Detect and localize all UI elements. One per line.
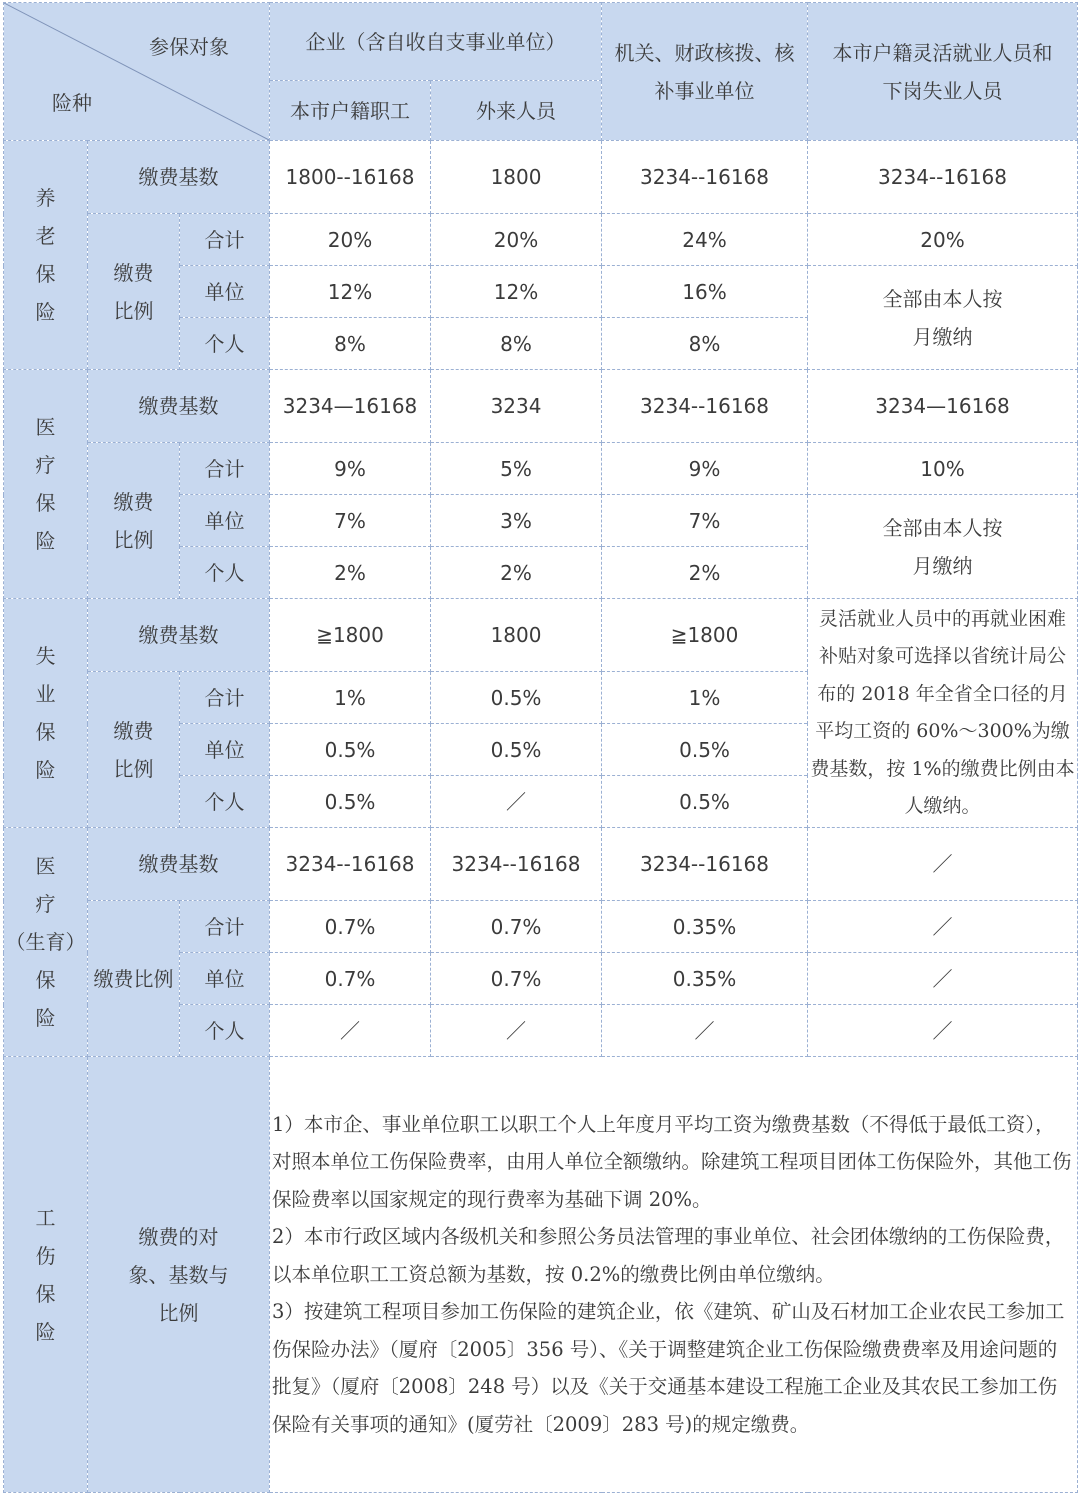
pension-personal-label: 个人 xyxy=(180,318,270,370)
maternity-total-flex: ／ xyxy=(808,901,1078,953)
medical-unit-migrant: 3% xyxy=(431,495,602,547)
pension-unit-label: 单位 xyxy=(180,266,270,318)
maternity-base-label: 缴费基数 xyxy=(88,828,270,901)
medical-personal-local: 2% xyxy=(270,547,431,599)
header-enterprise: 企业（含自收自支事业单位） xyxy=(270,3,602,81)
maternity-personal-label: 个人 xyxy=(180,1005,270,1057)
maternity-name: 医疗 （生育） 保险 xyxy=(4,828,88,1057)
maternity-personal-local: ／ xyxy=(270,1005,431,1057)
medical-base-label: 缴费基数 xyxy=(88,370,270,443)
maternity-base-migrant: 3234--16168 xyxy=(431,828,602,901)
unemployment-personal-govt: 0.5% xyxy=(602,776,808,828)
medical-unit-govt: 7% xyxy=(602,495,808,547)
maternity-personal-flex: ／ xyxy=(808,1005,1078,1057)
pension-flex-note: 全部由本人按月缴纳 xyxy=(808,266,1078,370)
unemployment-unit-label: 单位 xyxy=(180,724,270,776)
maternity-personal-govt: ／ xyxy=(602,1005,808,1057)
injury-rule-3: 3）按建筑工程项目参加工伤保险的建筑企业，依《建筑、矿山及石材加工企业农民工参加工伤保险办法》（厦府〔2005〕356 号）、《关于调整建筑企业工伤保险缴费费率及用途问题的批复》（厦府〔2008〕248 号）以及《关于交通基本建设工程施工企业及其农民工参加工伤保险有关事项的通知》(厦劳社〔2009〕283 号)的规定缴费。 xyxy=(272,1300,1065,1436)
unemployment-base-label: 缴费基数 xyxy=(88,599,270,672)
unemployment-base-migrant: 1800 xyxy=(431,599,602,672)
unemployment-unit-migrant: 0.5% xyxy=(431,724,602,776)
unemployment-total-migrant: 0.5% xyxy=(431,672,602,724)
unemployment-unit-govt: 0.5% xyxy=(602,724,808,776)
unemployment-base-local: ≧1800 xyxy=(270,599,431,672)
medical-unit-local: 7% xyxy=(270,495,431,547)
medical-personal-label: 个人 xyxy=(180,547,270,599)
pension-base-govt: 3234--16168 xyxy=(602,141,808,214)
maternity-unit-migrant: 0.7% xyxy=(431,953,602,1005)
medical-total-flex: 10% xyxy=(808,443,1078,495)
medical-total-local: 9% xyxy=(270,443,431,495)
medical-base-flex: 3234—16168 xyxy=(808,370,1078,443)
unemployment-unit-local: 0.5% xyxy=(270,724,431,776)
pension-total-flex: 20% xyxy=(808,214,1078,266)
pension-base-migrant: 1800 xyxy=(431,141,602,214)
header-migrant: 外来人员 xyxy=(431,81,602,141)
injury-label: 缴费的对象、基数与比例 xyxy=(88,1057,270,1493)
unemployment-ratio-label: 缴费比例 xyxy=(88,672,180,828)
maternity-ratio-label: 缴费比例 xyxy=(88,901,180,1057)
medical-name: 医疗保险 xyxy=(4,370,88,599)
medical-total-govt: 9% xyxy=(602,443,808,495)
pension-total-govt: 24% xyxy=(602,214,808,266)
medical-personal-govt: 2% xyxy=(602,547,808,599)
maternity-personal-migrant: ／ xyxy=(431,1005,602,1057)
pension-name: 养老保险 xyxy=(4,141,88,370)
social-insurance-table xyxy=(3,2,1078,1493)
corner-bottom-label: 险种 xyxy=(52,91,92,115)
maternity-base-local: 3234--16168 xyxy=(270,828,431,901)
pension-personal-govt: 8% xyxy=(602,318,808,370)
medical-base-local: 3234—16168 xyxy=(270,370,431,443)
pension-ratio-label: 缴费比例 xyxy=(88,214,180,370)
unemployment-personal-local: 0.5% xyxy=(270,776,431,828)
unemployment-personal-label: 个人 xyxy=(180,776,270,828)
unemployment-total-local: 1% xyxy=(270,672,431,724)
injury-name: 工伤保险 xyxy=(4,1057,88,1493)
maternity-total-label: 合计 xyxy=(180,901,270,953)
maternity-base-flex: ／ xyxy=(808,828,1078,901)
pension-total-local: 20% xyxy=(270,214,431,266)
medical-total-migrant: 5% xyxy=(431,443,602,495)
header-govt: 机关、财政核拨、核补事业单位 xyxy=(602,3,808,141)
pension-total-label: 合计 xyxy=(180,214,270,266)
pension-unit-govt: 16% xyxy=(602,266,808,318)
corner-top-label: 参保对象 xyxy=(149,35,230,59)
unemployment-base-govt: ≧1800 xyxy=(602,599,808,672)
unemployment-total-label: 合计 xyxy=(180,672,270,724)
header-flexible: 本市户籍灵活就业人员和下岗失业人员 xyxy=(808,3,1078,141)
injury-rule-1: 1）本市企、事业单位职工以职工个人上年度月平均工资为缴费基数（不得低于最低工资），对照本单位工伤保险费率，由用人单位全额缴纳。除建筑工程项目团体工伤保险外，其他工伤保险费率以国家规定的现行费率为基础下调 20%。 xyxy=(272,1112,1072,1211)
header-local-staff: 本市户籍职工 xyxy=(270,81,431,141)
pension-base-flex: 3234--16168 xyxy=(808,141,1078,214)
maternity-unit-local: 0.7% xyxy=(270,953,431,1005)
maternity-base-govt: 3234--16168 xyxy=(602,828,808,901)
medical-flex-note: 全部由本人按月缴纳 xyxy=(808,495,1078,599)
maternity-total-govt: 0.35% xyxy=(602,901,808,953)
unemployment-name: 失业保险 xyxy=(4,599,88,828)
maternity-total-migrant: 0.7% xyxy=(431,901,602,953)
medical-base-migrant: 3234 xyxy=(431,370,602,443)
pension-personal-migrant: 8% xyxy=(431,318,602,370)
pension-personal-local: 8% xyxy=(270,318,431,370)
pension-unit-local: 12% xyxy=(270,266,431,318)
medical-total-label: 合计 xyxy=(180,443,270,495)
pension-unit-migrant: 12% xyxy=(431,266,602,318)
pension-total-migrant: 20% xyxy=(431,214,602,266)
maternity-unit-flex: ／ xyxy=(808,953,1078,1005)
unemployment-personal-migrant: ／ xyxy=(431,776,602,828)
unemployment-flex-note: 灵活就业人员中的再就业困难补贴对象可选择以省统计局公布的 2018 年全省全口径的月平均工资的 60%～300%为缴费基数，按 1%的缴费比例由本人缴纳。 xyxy=(808,599,1078,828)
injury-rule-2: 2）本市行政区域内各级机关和参照公务员法管理的事业单位、社会团体缴纳的工伤保险费，以本单位职工工资总额为基数，按 0.2%的缴费比例由单位缴纳。 xyxy=(272,1225,1065,1286)
pension-base-local: 1800--16168 xyxy=(270,141,431,214)
medical-base-govt: 3234--16168 xyxy=(602,370,808,443)
maternity-unit-label: 单位 xyxy=(180,953,270,1005)
medical-unit-label: 单位 xyxy=(180,495,270,547)
header-corner xyxy=(4,3,270,141)
medical-ratio-label: 缴费比例 xyxy=(88,443,180,599)
medical-personal-migrant: 2% xyxy=(431,547,602,599)
injury-rules xyxy=(270,1057,1078,1493)
unemployment-total-govt: 1% xyxy=(602,672,808,724)
maternity-unit-govt: 0.35% xyxy=(602,953,808,1005)
pension-base-label: 缴费基数 xyxy=(88,141,270,214)
maternity-total-local: 0.7% xyxy=(270,901,431,953)
